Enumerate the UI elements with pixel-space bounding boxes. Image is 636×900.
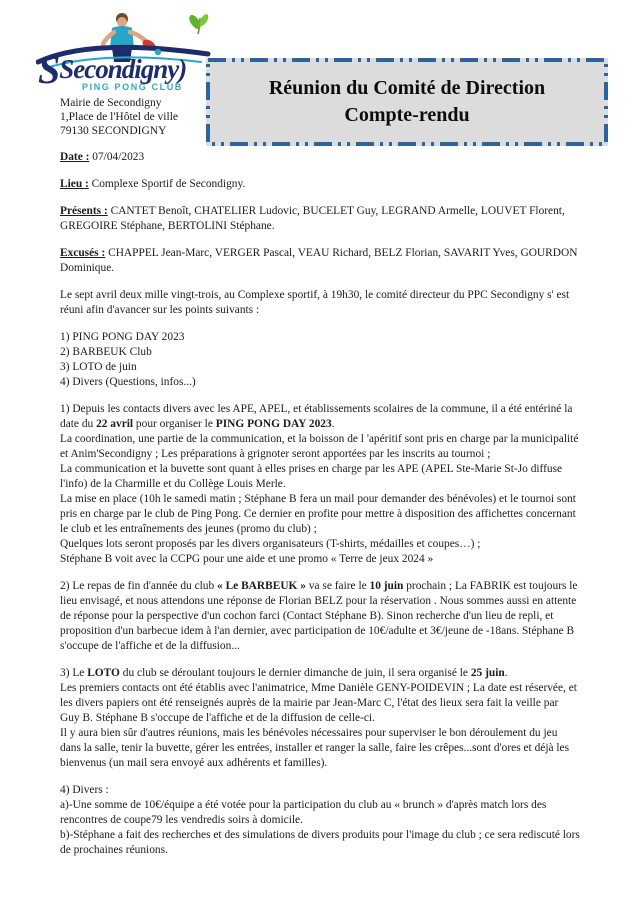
date-line xyxy=(60,150,580,165)
text-segment: Quelques lots seront proposés par les divers organisateurs (T-shirts, médailles et coupes…) ; xyxy=(60,538,481,550)
club-subtitle: PING PONG CLUB xyxy=(82,82,183,92)
text-line xyxy=(60,798,580,828)
section-ping-pong-day xyxy=(60,402,580,567)
document-title-line: Réunion du Comité de Direction xyxy=(268,77,546,99)
text-segment: 4) Divers (Questions, infos...) xyxy=(60,376,196,388)
text-segment: 3) Le xyxy=(60,667,88,679)
section-barbeuk xyxy=(60,579,580,654)
text-segment: b)-Stéphane a fait des recherches et des simulations de divers produits pour l'image du club ; ce sera rediscuté lors de prochaines réunions. xyxy=(60,829,580,856)
address-line: 79130 SECONDIGNY xyxy=(60,125,167,137)
text-segment: Lieu : xyxy=(60,178,89,190)
text-line xyxy=(60,204,580,234)
text-line xyxy=(60,681,580,726)
text-line xyxy=(60,177,580,192)
text-segment: Les premiers contacts ont été établis avec l'animatrice, Mme Danièle GENY-POIDEVIN ; La date est réservée, et les divers papiers ont été renseignés auprès de la mairie par Jean-Marc C, l'état des lieux sera fait la veille par Guy B. Stéphane B s'occupe de l'affiche et de la diffusion de celle-ci. xyxy=(60,682,577,724)
address-line: Mairie de Secondigny xyxy=(60,97,162,109)
location-line xyxy=(60,177,580,192)
document-title-box xyxy=(206,58,608,146)
text-line xyxy=(60,492,580,537)
attendees-present xyxy=(60,204,580,234)
text-line xyxy=(60,360,580,375)
club-address xyxy=(60,96,178,138)
text-line xyxy=(60,288,580,318)
text-segment: Complexe Sportif de Secondigny. xyxy=(88,178,246,190)
text-segment: « Le BARBEUK » xyxy=(217,580,306,592)
text-segment: du club se déroulant toujours le dernier dimanche de juin, il sera organisé le xyxy=(119,667,471,679)
text-segment: Excusés : xyxy=(60,247,106,259)
text-segment: 25 juin xyxy=(470,667,505,679)
text-segment: pour organiser le xyxy=(133,418,216,430)
text-line xyxy=(60,783,580,798)
text-segment: Stéphane B voit avec la CCPG pour une aide et une promo « Terre de jeux 2024 » xyxy=(60,553,434,565)
intro-paragraph xyxy=(60,288,580,318)
text-segment: La communication et la buvette sont quant à elles prises en charge par les APE (APEL Ste-Marie St-Jo diffuse l'info) de la Charmille et du Collège Louis Merle. xyxy=(60,463,563,490)
text-segment: La mise en place (10h le samedi matin ; Stéphane B fera un mail pour demander des bénévoles) et le tournoi sont pris en charge par le club de Ping Pong. Ce dernier en profite pour mettre à disposition des affichettes concernant le club et les entraînements des jeunes (promo du club) ; xyxy=(60,493,576,535)
text-segment: a)-Une somme de 10€/équipe a été votée pour la participation du club au « brunch » d'après match lors des rencontres de coupe79 les vendredis soirs à domicile. xyxy=(60,799,547,826)
text-segment: va se faire le xyxy=(305,580,370,592)
text-segment: prochain ; La FABRIK est toujours le lieu envisagé, et nous attendons une réponse de Florian BELZ pour la réservation . Nous sommes aussi en attente de réponse pour la perspective d'un cochon farci (Contact Stéphane B). Sinon recherche d'un lieu de repli, et proposition d'un barbecue idem à l'an dernier, avec participation de 10€/adulte et 3€/jeune de -18ans. Stéphane B s'occupe de l'affiche et de la diffusion... xyxy=(60,580,578,652)
document-title-line: Compte-rendu xyxy=(344,104,470,126)
text-line xyxy=(60,246,580,276)
text-line xyxy=(60,432,580,462)
text-segment: CHAPPEL Jean-Marc, VERGER Pascal, VEAU Richard, BELZ Florian, SAVARIT Yves, GOURDON Dominique. xyxy=(60,247,578,274)
text-line xyxy=(60,345,580,360)
text-line xyxy=(60,666,580,681)
text-segment: 3) LOTO de juin xyxy=(60,361,137,373)
text-segment: 4) Divers : xyxy=(60,784,109,796)
text-line xyxy=(60,537,580,552)
text-segment: Date : xyxy=(60,151,90,163)
text-line xyxy=(60,375,580,390)
text-segment: Le sept avril deux mille vingt-trois, au Complexe sportif, à 19h30, le comité directeur du PPC Secondigny s' est réuni afin d'avancer sur les points suivants : xyxy=(60,289,570,316)
address-line: 1,Place de l'Hôtel de ville xyxy=(60,111,178,123)
club-name-text: Secondigny xyxy=(59,54,179,84)
text-segment: 2) Le repas de fin d'année du club xyxy=(60,580,218,592)
text-segment: PING PONG DAY 2023 xyxy=(215,418,332,430)
text-segment: 1) Depuis les contacts divers avec les APE, APEL, et établissements scolaires de la commune, il a été entériné la date du xyxy=(60,403,573,430)
text-line xyxy=(60,330,580,345)
document-body xyxy=(60,150,580,870)
club-name: SSecondigny) xyxy=(38,47,187,92)
club-logo xyxy=(36,10,216,140)
text-segment: Il y aura bien sûr d'autres réunions, mais les bénévoles nécessaires pour superviser le bon déroulement du jeu dans la salle, tenir la buvette, gérer les entrées, installer et ranger la salle, faire les crêpes...sont d'ores et déjà les bienvenus (un mail sera envoyé aux adhérents et familles). xyxy=(60,727,570,769)
text-segment: . xyxy=(331,418,335,430)
text-line xyxy=(60,726,580,771)
section-divers xyxy=(60,783,580,858)
text-line xyxy=(60,462,580,492)
text-line xyxy=(60,552,580,567)
document-title xyxy=(206,58,608,146)
text-line xyxy=(60,828,580,858)
attendees-excused xyxy=(60,246,580,276)
text-line xyxy=(60,579,580,654)
text-segment: LOTO xyxy=(87,667,120,679)
agenda-list xyxy=(60,330,580,390)
text-line xyxy=(60,150,580,165)
text-line xyxy=(60,402,580,432)
text-segment: 10 juin xyxy=(369,580,404,592)
text-segment: La coordination, une partie de la communication, et la boisson de l 'apéritif sont pris en charge par la municipalité et Anim'Secondigny ; Les préparations à grignoter seront apportées par les inscrits au tournoi ; xyxy=(60,433,579,460)
text-segment: 22 avril xyxy=(96,418,134,430)
text-segment: 07/04/2023 xyxy=(89,151,145,163)
text-segment: 2) BARBEUK Club xyxy=(60,346,152,358)
text-segment: Présents : xyxy=(60,205,108,217)
club-name-swoosh-paren: ) xyxy=(178,54,187,84)
text-segment: CANTET Benoît, CHATELIER Ludovic, BUCELET Guy, LEGRAND Armelle, LOUVET Florent, GREGOIRE Stéphane, BERTOLINI Stéphane. xyxy=(60,205,565,232)
text-segment: 1) PING PONG DAY 2023 xyxy=(60,331,185,343)
section-loto xyxy=(60,666,580,771)
text-segment: . xyxy=(504,667,508,679)
